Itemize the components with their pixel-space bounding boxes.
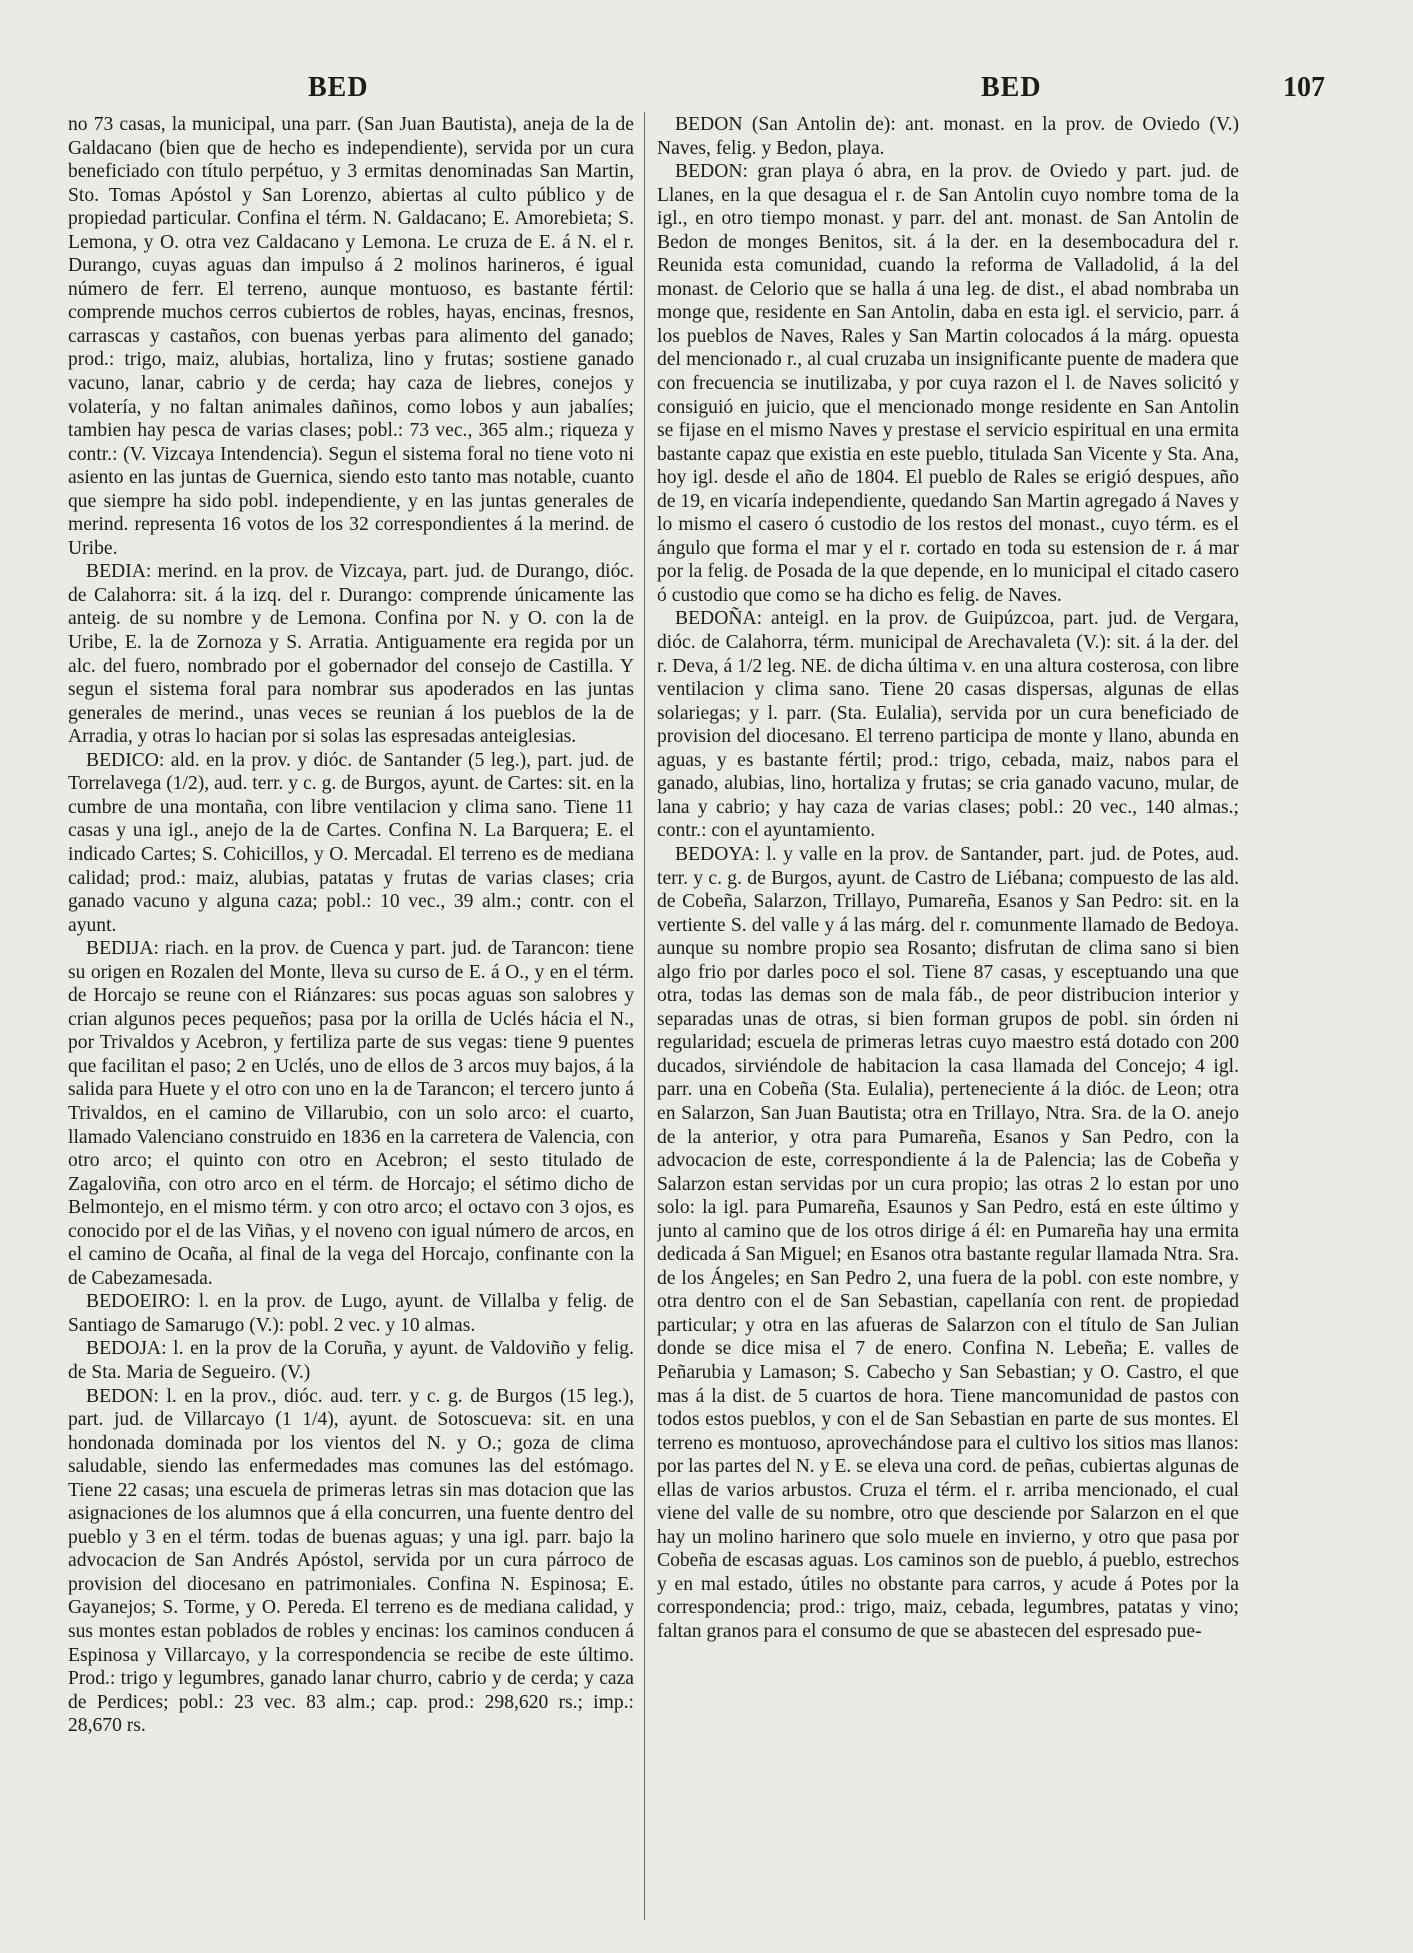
entry-bedon-burgos: BEDON: l. en la prov., dióc. aud. terr. y c. g. de Burgos (15 leg.), part. jud. de Villarcayo (1 1/4), ayunt. de Sotoscueva: sit. en una hondonada dominada por los vientos del N. y O.; goza de clima saludable, siendo las enfermedades mas comunes las del estómago. Tiene 22 casas; una escuela de primeras letras sin mas dotacion que las asignaciones de los alumnos que á ella concurren, una fuente dentro del pueblo y 3 en el térm. todas de buenas aguas; y una igl. parr. bajo la advocacion de San Andrés Apóstol, servida por un cura párroco de provision del diocesano en patrimoniales. Confina N. Espinosa; E. Gayanejos; S. Torme, y O. Pereda. El terreno es de mediana calidad, y sus montes estan poblados de robles y encinas: los caminos conducen á Espinosa y Villarcayo, y la correspondencia se recibe de este último. Prod.: trigo y legumbres, ganado lanar churro, cabrio y de cerda; y caza de Perdices; pobl.: 23 vec. 83 alm.; cap. prod.: 298,620 rs.; imp.: 28,670 rs. [68, 1385, 634, 1737]
entry-bedona: BEDOÑA: anteigl. en la prov. de Guipúzcoa, part. jud. de Vergara, dióc. de Calahorra, térm. municipal de Arechavaleta (V.): sit. á la der. del r. Deva, á 1/2 leg. NE. de dicha última v. en una altura costerosa, con libre ventilacion y clima sano. Tiene 20 casas dispersas, algunas de ellas solariegas; y l. parr. (Sta. Eulalia), servida por un cura beneficiado de provision del diocesano. El terreno participa de monte y llano, abunda en aguas, y es bastante fértil; prod.: trigo, cebada, maiz, nabos para el ganado, alubias, lino, hortaliza y frutas; se cria ganado vacuno, mular, de lana y cabrio; y hay caza de varias clases; pobl.: 20 vec., 140 almas.; contr.: con el ayuntamiento. [657, 608, 1239, 842]
page-number: 107 [1283, 72, 1325, 103]
entry-bedoeiro: BEDOEIRO: l. en la prov. de Lugo, ayunt. de Villalba y felig. de Santiago de Samarugo (V.): pobl. 2 vec. y 10 almas. [68, 1291, 634, 1336]
entry-bedon-san-antolin: BEDON (San Antolin de): ant. monast. en la prov. de Oviedo (V.) Naves, felig. y Bedon, playa. [657, 114, 1239, 159]
header-right-word: BED [981, 72, 1042, 103]
right-column [657, 113, 1239, 1933]
entry-bedia: BEDIA: merind. en la prov. de Vizcaya, part. jud. de Durango, dióc. de Calahorra: sit. á la izq. del r. Durango: comprende únicamente las anteig. de su nombre y de Lemona. Confina por N. y O. con la de Uribe, E. la de Zornoza y S. Arratia. Antiguamente era regida por un alc. del fuero, nombrado por el gobernador del consejo de Castilla. Y segun el sistema foral para nombrar sus apoderados en las juntas generales de merind., unas veces se reunian á los pueblos de la de Arradia, y otras lo hacian por si solas las espresadas anteiglesias. [68, 561, 634, 748]
entry-bedon-playa: BEDON: gran playa ó abra, en la prov. de Oviedo y part. jud. de Llanes, en la que desagua el r. de San Antolin cuyo nombre toma de la igl., en otro tiempo monast. y parr. del ant. monast. de San Antolin de Bedon de monges Benitos, sit. á la der. en la desembocadura del r. Reunida esta comunidad, cuando la reforma de Valladolid, á la del monast. de Celorio que se halla á una leg. de dist., el abad nombraba un monge que, residente en San Antolin, daba en esta igl. el servicio, parr. á los pueblos de Naves, Rales y San Martin colocados á la márg. opuesta del mencionado r., al cual cruzaba un insignificante puente de madera que con frecuencia se inutilizaba, y por cuya razon el l. de Naves solicitó y consiguió en juicio, que el mencionado monge residente en San Antolin se fijase en el mismo Naves y prestase el servicio espiritual en una ermita bastante capaz que existia en este pueblo, titulada San Vicente y Sta. Ana, hoy igl. desde el año de 1804. El pueblo de Rales se erigió despues, año de 19, en vicaría independiente, quedando San Martin agregado á Naves y lo mismo el casero ó custodio de los restos del monast., cuyo térm. es el ángulo que forma el mar y el r. cortado en toda su estension de r. á mar por la felig. de Posada de la que depende, en lo municipal el citado casero ó custodio que como se ha dicho es felig. de Naves. [657, 161, 1239, 606]
entry-bedija: BEDIJA: riach. en la prov. de Cuenca y part. jud. de Tarancon: tiene su origen en Rozalen del Monte, lleva su curso de E. á O., y en el térm. de Horcajo se reune con el Riánzares: sus pocas aguas son salobres y crian algunos peces pequeños; pasa por la orilla de Uclés hácia el N., por Trivaldos y Acebron, y fertiliza parte de sus vegas: tiene 9 puentes que facilitan el paso; 2 en Uclés, uno de ellos de 3 arcos muy bajos, á la salida para Huete y el otro con uno en la de Tarancon; el tercero junto á Trivaldos, en el camino de Villarubio, con un solo arco: el cuarto, llamado Valenciano construido en 1836 en la carretera de Valencia, con otro arco; el quinto con otro en Acebron; el sesto titulado de Zagaloviña, con otro arco en el térm. de Horcajo; el sétimo dicho de Belmontejo, en el mismo térm. y con otro arco; el octavo con 3 ojos, es conocido por el de las Viñas, y el noveno con igual número de arcos, en el camino de Ocaña, al final de la vega del Horcajo, confinante con la de Cabezamesada. [68, 938, 634, 1289]
entry-bedico: BEDICO: ald. en la prov. y dióc. de Santander (5 leg.), part. jud. de Torrelavega (1/2), aud. terr. y c. g. de Burgos, ayunt. de Cartes: sit. en la cumbre de una montaña, con libre ventilacion y clima sano. Tiene 11 casas y una igl., anejo de la de Cartes. Confina N. La Barquera; E. el indicado Cartes; S. Cohicillos, y O. Mercadal. El terreno es de mediana calidad; prod.: maiz, alubias, patatas y frutas de varias clases; cria ganado vacuno y alguna caza; pobl.: 10 vec., 39 alm.; contr. con el ayunt. [68, 749, 634, 936]
running-header [68, 72, 1343, 112]
left-column [68, 113, 634, 1933]
entry-continuation: no 73 casas, la municipal, una parr. (San Juan Bautista), aneja de la de Galdacano (bien que de hecho es independiente), servida por un cura beneficiado con título perpétuo, y 3 ermitas denominadas San Martin, Sto. Tomas Apóstol y San Lorenzo, abiertas al culto público y de propiedad particular. Confina el térm. N. Galdacano; E. Amorebieta; S. Lemona, y O. otra vez Caldacano y Lemona. Le cruza de E. á N. el r. Durango, cuyas aguas dan impulso á 2 molinos harineros, é igual número de ferr. El terreno, aunque montuoso, es bastante fértil: comprende muchos cerros cubiertos de robles, hayas, encinas, fresnos, carrascas y castaños, con buenas yerbas para alimento del ganado; prod.: trigo, maiz, alubias, hortaliza, lino y frutas; sostiene ganado vacuno, lanar, cabrio y de cerda; hay caza de liebres, conejos y volatería, y no faltan animales dañinos, como lobos y aun jabalíes; tambien hay pesca de varias clases; pobl.: 73 vec., 365 alm.; riqueza y contr.: (V. Vizcaya Intendencia). Segun el sistema foral no tiene voto ni asiento en las juntas de Guernica, siendo esto tanto mas notable, cuanto que siempre ha sido pobl. independiente, y en las juntas generales de merind. representa 16 votos de los 32 correspondientes á la merind. de Uribe. [68, 114, 634, 559]
entry-bedoja: BEDOJA: l. en la prov de la Coruña, y ayunt. de Valdoviño y felig. de Sta. Maria de Segueiro. (V.) [68, 1338, 634, 1383]
header-left-word: BED [308, 72, 369, 103]
entry-bedoya: BEDOYA: l. y valle en la prov. de Santander, part. jud. de Potes, aud. terr. y c. g. de Burgos, ayunt. de Castro de Liébana; compuesto de las ald. de Cobeña, Salarzon, Trillayo, Pumareña, Esanos y San Pedro: sit. en la vertiente S. del valle y á las márg. del r. comunmente llamado de Bedoya. aunque su nombre propio sea Rosanto; disfrutan de clima sano si bien algo frio por darles poco el sol. Tiene 87 casas, y esceptuando una que otra, todas las demas son de mala fáb., de peor distribucion interior y separadas unas de otras, si bien forman grupos de pobl. sin órden ni regularidad; escuela de primeras letras cuyo maestro está dotado con 200 ducados, sirviéndole de habitacion la casa llamada del Concejo; 4 igl. parr. una en Cobeña (Sta. Eulalia), perteneciente á la dióc. de Leon; otra en Salarzon, San Juan Bautista; otra en Trillayo, Ntra. Sra. de la O. anejo de la anterior, y otra para Pumareña, Esanos y San Pedro, con la advocacion de este, correspondiente á la de Palencia; las de Cobeña y Salarzon estan servidas por un cura propio; las otras 2 lo estan por uno solo: la igl. para Pumareña, Esaunos y San Pedro, está en este último y junto al camino que de los otros dirige á él: en Pumareña hay una ermita dedicada á San Miguel; en Esanos otra bastante regular llamada Ntra. Sra. de los Ángeles; en San Pedro 2, una fuera de la pobl. con este nombre, y otra dentro con el de San Sebastian, capellanía con rent. de propiedad particular; y otra en las afueras de Salarzon con el título de San Julian donde se dice misa el 7 de enero. Confina N. Lebeña; E. valles de Peñarubia y Lamason; S. Cabecho y San Sebastian; y O. Castro, el que mas á la dist. de 5 cuartos de hora. Tiene mancomunidad de pastos con todos estos pueblos, y con el de San Sebastian en parte de sus montes. El terreno es montuoso, aprovechándose para el cultivo los sitios mas llanos: por las partes del N. y E. se eleva una cord. de peñas, cubiertas algunas de ellas de varios arbustos. Cruza el térm. el r. arriba mencionado, el cual viene del valle de su nombre, otro que desciende por Salarzon en el que hay un molino harinero que solo muele en invierno, y otro que pasa por Cobeña de escasas aguas. Los caminos son de pueblo, á pueblo, estrechos y en mal estado, útiles no obstante para carros, y acude á Potes por la correspondencia; prod.: trigo, maiz, cebada, legumbres, patatas y vino; faltan granos para el consumo de que se abastecen del espresado pue- [657, 843, 1239, 1642]
column-divider [644, 112, 645, 1920]
